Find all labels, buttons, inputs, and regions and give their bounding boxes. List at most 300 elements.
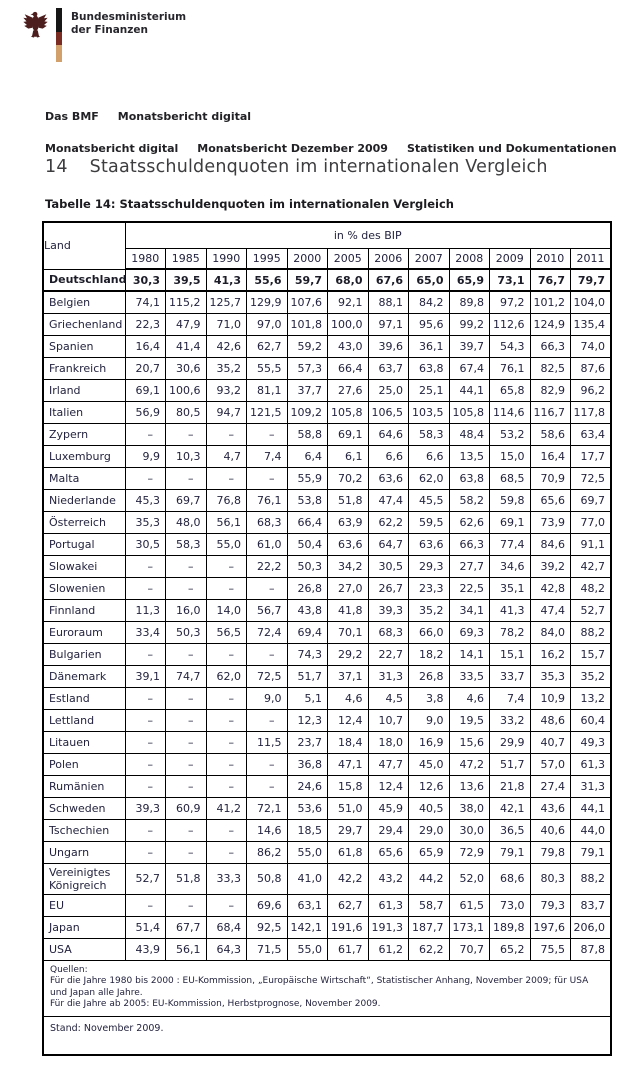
value-cell: – (206, 555, 247, 577)
value-cell: 37,1 (328, 665, 369, 687)
value-cell: 23,3 (409, 577, 450, 599)
value-cell: 51,8 (328, 489, 369, 511)
value-cell: 50,8 (247, 863, 288, 894)
country-cell: Tschechien (43, 819, 125, 841)
value-cell: 116,7 (530, 401, 571, 423)
value-cell: 84,0 (530, 621, 571, 643)
value-cell: – (247, 643, 288, 665)
value-cell: 74,0 (571, 335, 612, 357)
country-cell: Deutschland (43, 269, 125, 291)
table-row (43, 291, 611, 313)
value-cell: – (125, 643, 166, 665)
value-cell: 51,8 (166, 863, 207, 894)
breadcrumb-monatsbericht-dezember[interactable]: Monatsbericht Dezember 2009 (197, 142, 388, 155)
value-cell: 15,0 (490, 445, 531, 467)
value-cell: 12,6 (409, 775, 450, 797)
value-cell: 52,7 (125, 863, 166, 894)
table-row (43, 379, 611, 401)
section-title-text: Staatsschuldenquoten im internationalen Vergleich (89, 157, 548, 177)
value-cell: – (247, 775, 288, 797)
value-cell: 101,2 (530, 291, 571, 313)
value-cell: 58,8 (287, 423, 328, 445)
value-cell: – (125, 467, 166, 489)
value-cell: 73,1 (490, 269, 531, 291)
value-cell: 95,6 (409, 313, 450, 335)
value-cell: 61,7 (328, 938, 369, 960)
debt-ratio-table (42, 221, 612, 1056)
breadcrumb-das-bmf[interactable]: Das BMF (45, 110, 99, 123)
value-cell: 13,6 (449, 775, 490, 797)
value-cell: – (166, 709, 207, 731)
value-cell: 80,5 (166, 401, 207, 423)
value-cell: 92,5 (247, 916, 288, 938)
value-cell: – (166, 577, 207, 599)
value-cell: 101,8 (287, 313, 328, 335)
table-row (43, 401, 611, 423)
table-row (43, 269, 611, 291)
unit-header-row (43, 222, 611, 248)
value-cell: 45,3 (125, 489, 166, 511)
value-cell: 9,0 (409, 709, 450, 731)
country-cell: Zypern (43, 423, 125, 445)
value-cell: 47,9 (166, 313, 207, 335)
value-cell: 58,6 (530, 423, 571, 445)
value-cell: 79,3 (530, 894, 571, 916)
value-cell: 88,1 (368, 291, 409, 313)
value-cell: 53,2 (490, 423, 531, 445)
value-cell: 55,0 (206, 533, 247, 555)
table-row (43, 467, 611, 489)
value-cell: 19,5 (449, 709, 490, 731)
value-cell: 67,7 (166, 916, 207, 938)
value-cell: 63,9 (328, 511, 369, 533)
value-cell: 30,3 (125, 269, 166, 291)
value-cell: 79,1 (571, 841, 612, 863)
value-cell: 18,2 (409, 643, 450, 665)
value-cell: 48,4 (449, 423, 490, 445)
table-row (43, 577, 611, 599)
value-cell: 55,9 (287, 467, 328, 489)
flag-stripe-gold (56, 45, 62, 62)
value-cell: 24,6 (287, 775, 328, 797)
value-cell: 35,2 (409, 599, 450, 621)
value-cell: 59,8 (490, 489, 531, 511)
country-cell: Malta (43, 467, 125, 489)
value-cell: – (166, 687, 207, 709)
value-cell: 60,9 (166, 797, 207, 819)
value-cell: 66,3 (530, 335, 571, 357)
country-cell: Niederlande (43, 489, 125, 511)
value-cell: 79,1 (490, 841, 531, 863)
value-cell: 197,6 (530, 916, 571, 938)
value-cell: 22,7 (368, 643, 409, 665)
country-cell: Bulgarien (43, 643, 125, 665)
value-cell: 40,6 (530, 819, 571, 841)
value-cell: 191,6 (328, 916, 369, 938)
value-cell: – (125, 423, 166, 445)
country-cell: Belgien (43, 291, 125, 313)
value-cell: 78,2 (490, 621, 531, 643)
country-cell: Finnland (43, 599, 125, 621)
value-cell: 55,0 (287, 938, 328, 960)
value-cell: 31,3 (368, 665, 409, 687)
value-cell: 114,6 (490, 401, 531, 423)
value-cell: 65,2 (490, 938, 531, 960)
year-header-2006: 2006 (368, 248, 409, 269)
value-cell: 52,7 (571, 599, 612, 621)
country-cell: Spanien (43, 335, 125, 357)
value-cell: 86,2 (247, 841, 288, 863)
year-header-2009: 2009 (490, 248, 531, 269)
value-cell: 53,8 (287, 489, 328, 511)
value-cell: 77,0 (571, 511, 612, 533)
value-cell: 92,1 (328, 291, 369, 313)
flag-stripe-red (56, 32, 62, 45)
value-cell: 29,3 (409, 555, 450, 577)
value-cell: 36,5 (490, 819, 531, 841)
value-cell: 58,2 (449, 489, 490, 511)
value-cell: 47,4 (368, 489, 409, 511)
breadcrumb-monatsbericht-digital-2[interactable]: Monatsbericht digital (45, 142, 179, 155)
value-cell: – (125, 687, 166, 709)
table-row (43, 687, 611, 709)
value-cell: 11,3 (125, 599, 166, 621)
value-cell: 82,9 (530, 379, 571, 401)
value-cell: 45,9 (368, 797, 409, 819)
bmf-logo (22, 8, 186, 62)
value-cell: 64,3 (206, 938, 247, 960)
value-cell: 6,6 (409, 445, 450, 467)
value-cell: 173,1 (449, 916, 490, 938)
value-cell: 104,0 (571, 291, 612, 313)
value-cell: 42,8 (530, 577, 571, 599)
value-cell: 4,6 (449, 687, 490, 709)
value-cell: – (125, 555, 166, 577)
value-cell: 62,7 (247, 335, 288, 357)
value-cell: – (206, 819, 247, 841)
value-cell: 58,3 (409, 423, 450, 445)
value-cell: 62,0 (206, 665, 247, 687)
value-cell: 70,1 (328, 621, 369, 643)
year-header-row (43, 248, 611, 269)
value-cell: 43,0 (328, 335, 369, 357)
value-cell: 69,6 (247, 894, 288, 916)
table-row (43, 555, 611, 577)
table-row (43, 335, 611, 357)
value-cell: 63,8 (409, 357, 450, 379)
value-cell: 4,5 (368, 687, 409, 709)
country-cell: Griechenland (43, 313, 125, 335)
table-row (43, 643, 611, 665)
value-cell: 125,7 (206, 291, 247, 313)
value-cell: 9,0 (247, 687, 288, 709)
value-cell: – (125, 577, 166, 599)
value-cell: 56,1 (166, 938, 207, 960)
value-cell: – (125, 894, 166, 916)
country-cell: Vereinigtes Königreich (43, 863, 125, 894)
value-cell: 57,0 (530, 753, 571, 775)
value-cell: – (206, 753, 247, 775)
table-row (43, 313, 611, 335)
breadcrumb-sub (45, 142, 617, 155)
table-row (43, 445, 611, 467)
breadcrumb-statistiken[interactable]: Statistiken und Dokumentationen (406, 142, 617, 155)
value-cell: 15,7 (571, 643, 612, 665)
value-cell: 65,8 (490, 379, 531, 401)
value-cell: – (125, 819, 166, 841)
value-cell: 7,4 (247, 445, 288, 467)
value-cell: 22,5 (449, 577, 490, 599)
value-cell: 29,2 (328, 643, 369, 665)
value-cell: 61,0 (247, 533, 288, 555)
value-cell: 72,5 (571, 467, 612, 489)
value-cell: 70,9 (530, 467, 571, 489)
value-cell: 42,6 (206, 335, 247, 357)
value-cell: 109,2 (287, 401, 328, 423)
value-cell: 41,3 (490, 599, 531, 621)
value-cell: 142,1 (287, 916, 328, 938)
year-header-2007: 2007 (409, 248, 450, 269)
table-row (43, 511, 611, 533)
value-cell: 25,1 (409, 379, 450, 401)
value-cell: 35,2 (206, 357, 247, 379)
value-cell: 29,7 (328, 819, 369, 841)
country-cell: Schweden (43, 797, 125, 819)
value-cell: 79,7 (571, 269, 612, 291)
value-cell: 31,3 (571, 775, 612, 797)
value-cell: 79,8 (530, 841, 571, 863)
value-cell: 189,8 (490, 916, 531, 938)
value-cell: 5,1 (287, 687, 328, 709)
value-cell: 99,2 (449, 313, 490, 335)
value-cell: 115,2 (166, 291, 207, 313)
value-cell: – (206, 894, 247, 916)
value-cell: 43,8 (287, 599, 328, 621)
value-cell: 70,2 (328, 467, 369, 489)
value-cell: 10,7 (368, 709, 409, 731)
value-cell: 43,6 (530, 797, 571, 819)
year-header-1985: 1985 (166, 248, 207, 269)
value-cell: 97,0 (247, 313, 288, 335)
value-cell: 52,0 (449, 863, 490, 894)
value-cell: 39,3 (368, 599, 409, 621)
value-cell: 62,7 (328, 894, 369, 916)
value-cell: – (247, 577, 288, 599)
value-cell: 65,6 (368, 841, 409, 863)
table-row (43, 753, 611, 775)
breadcrumb-monatsbericht-digital[interactable]: Monatsbericht digital (117, 110, 252, 123)
value-cell: 36,1 (409, 335, 450, 357)
value-cell: 61,5 (449, 894, 490, 916)
value-cell: 57,3 (287, 357, 328, 379)
value-cell: – (206, 467, 247, 489)
value-cell: 54,3 (490, 335, 531, 357)
value-cell: 61,8 (328, 841, 369, 863)
value-cell: 63,6 (409, 533, 450, 555)
value-cell: 29,0 (409, 819, 450, 841)
value-cell: 64,6 (368, 423, 409, 445)
value-cell: 206,0 (571, 916, 612, 938)
value-cell: 39,5 (166, 269, 207, 291)
value-cell: 106,5 (368, 401, 409, 423)
country-cell: Irland (43, 379, 125, 401)
value-cell: 34,6 (490, 555, 531, 577)
value-cell: 74,3 (287, 643, 328, 665)
value-cell: 117,8 (571, 401, 612, 423)
value-cell: 100,0 (328, 313, 369, 335)
value-cell: 16,4 (125, 335, 166, 357)
value-cell: 100,6 (166, 379, 207, 401)
value-cell: 36,8 (287, 753, 328, 775)
table-row (43, 489, 611, 511)
breadcrumb-top (45, 110, 251, 123)
value-cell: – (247, 753, 288, 775)
value-cell: 48,2 (571, 577, 612, 599)
value-cell: 72,5 (247, 665, 288, 687)
value-cell: 10,3 (166, 445, 207, 467)
table-row (43, 665, 611, 687)
value-cell: 61,3 (571, 753, 612, 775)
value-cell: 63,1 (287, 894, 328, 916)
value-cell: 96,2 (571, 379, 612, 401)
value-cell: 45,0 (409, 753, 450, 775)
value-cell: 6,1 (328, 445, 369, 467)
value-cell: 30,5 (125, 533, 166, 555)
year-header-2011: 2011 (571, 248, 612, 269)
value-cell: – (166, 775, 207, 797)
value-cell: 69,1 (490, 511, 531, 533)
value-cell: – (206, 423, 247, 445)
value-cell: – (125, 731, 166, 753)
sources-note (43, 960, 611, 1016)
value-cell: 50,4 (287, 533, 328, 555)
sources-row (43, 960, 611, 1016)
value-cell: 68,3 (247, 511, 288, 533)
federal-eagle-icon (22, 9, 49, 41)
value-cell: 62,2 (409, 938, 450, 960)
value-cell: 59,2 (287, 335, 328, 357)
value-cell: – (125, 775, 166, 797)
value-cell: 69,7 (166, 489, 207, 511)
value-cell: 12,4 (368, 775, 409, 797)
value-cell: 25,0 (368, 379, 409, 401)
country-cell: Luxemburg (43, 445, 125, 467)
value-cell: 6,4 (287, 445, 328, 467)
value-cell: 44,2 (409, 863, 450, 894)
flag-stripe (56, 8, 62, 62)
value-cell: – (206, 687, 247, 709)
value-cell: 34,2 (328, 555, 369, 577)
value-cell: 66,0 (409, 621, 450, 643)
value-cell: 60,4 (571, 709, 612, 731)
value-cell: 22,3 (125, 313, 166, 335)
table-row (43, 894, 611, 916)
value-cell: 70,7 (449, 938, 490, 960)
value-cell: 72,4 (247, 621, 288, 643)
value-cell: 66,4 (328, 357, 369, 379)
value-cell: 3,8 (409, 687, 450, 709)
value-cell: 44,1 (449, 379, 490, 401)
value-cell: 9,9 (125, 445, 166, 467)
value-cell: 63,6 (328, 533, 369, 555)
value-cell: 62,2 (368, 511, 409, 533)
value-cell: 83,7 (571, 894, 612, 916)
value-cell: 10,9 (530, 687, 571, 709)
value-cell: 67,4 (449, 357, 490, 379)
ministry-name-line2: der Finanzen (71, 24, 148, 36)
value-cell: 63,4 (571, 423, 612, 445)
table-row (43, 841, 611, 863)
year-header-1995: 1995 (247, 248, 288, 269)
value-cell: 56,9 (125, 401, 166, 423)
value-cell: 27,4 (530, 775, 571, 797)
country-cell: Frankreich (43, 357, 125, 379)
value-cell: – (206, 841, 247, 863)
value-cell: 65,9 (449, 269, 490, 291)
value-cell: 88,2 (571, 863, 612, 894)
value-cell: 55,5 (247, 357, 288, 379)
value-cell: 84,2 (409, 291, 450, 313)
table-row (43, 819, 611, 841)
value-cell: – (206, 709, 247, 731)
value-cell: 16,0 (166, 599, 207, 621)
value-cell: 88,2 (571, 621, 612, 643)
value-cell: 66,3 (449, 533, 490, 555)
value-cell: 44,1 (571, 797, 612, 819)
country-cell: Ungarn (43, 841, 125, 863)
value-cell: 68,3 (368, 621, 409, 643)
value-cell: 33,5 (449, 665, 490, 687)
value-cell: 58,7 (409, 894, 450, 916)
value-cell: 72,9 (449, 841, 490, 863)
value-cell: 17,7 (571, 445, 612, 467)
year-header-2008: 2008 (449, 248, 490, 269)
value-cell: 29,9 (490, 731, 531, 753)
value-cell: 94,7 (206, 401, 247, 423)
page-title (45, 157, 548, 177)
value-cell: 27,6 (328, 379, 369, 401)
table-row (43, 599, 611, 621)
value-cell: 73,9 (530, 511, 571, 533)
value-cell: 42,7 (571, 555, 612, 577)
value-cell: 49,3 (571, 731, 612, 753)
value-cell: 129,9 (247, 291, 288, 313)
value-cell: – (166, 731, 207, 753)
value-cell: 97,1 (368, 313, 409, 335)
value-cell: 74,1 (125, 291, 166, 313)
value-cell: 33,4 (125, 621, 166, 643)
value-cell: 26,8 (287, 577, 328, 599)
land-column-header: Land (43, 222, 125, 269)
value-cell: – (206, 643, 247, 665)
table-row (43, 357, 611, 379)
value-cell: 135,4 (571, 313, 612, 335)
value-cell: 40,5 (409, 797, 450, 819)
value-cell: 73,0 (490, 894, 531, 916)
value-cell: 47,4 (530, 599, 571, 621)
value-cell: 39,7 (449, 335, 490, 357)
sources-label: Quellen: (50, 964, 88, 975)
value-cell: 50,3 (287, 555, 328, 577)
country-cell: Japan (43, 916, 125, 938)
value-cell: 35,1 (490, 577, 531, 599)
value-cell: 63,8 (449, 467, 490, 489)
sources-line1: Für die Jahre 1980 bis 2000 : EU-Kommission, „Europäische Wirtschaft“, Statistischer Anhang, November 2009; für USA und Japan alle Jahre. (50, 976, 589, 998)
value-cell: 14,1 (449, 643, 490, 665)
country-cell: Litauen (43, 731, 125, 753)
value-cell: 124,9 (530, 313, 571, 335)
value-cell: 39,6 (368, 335, 409, 357)
